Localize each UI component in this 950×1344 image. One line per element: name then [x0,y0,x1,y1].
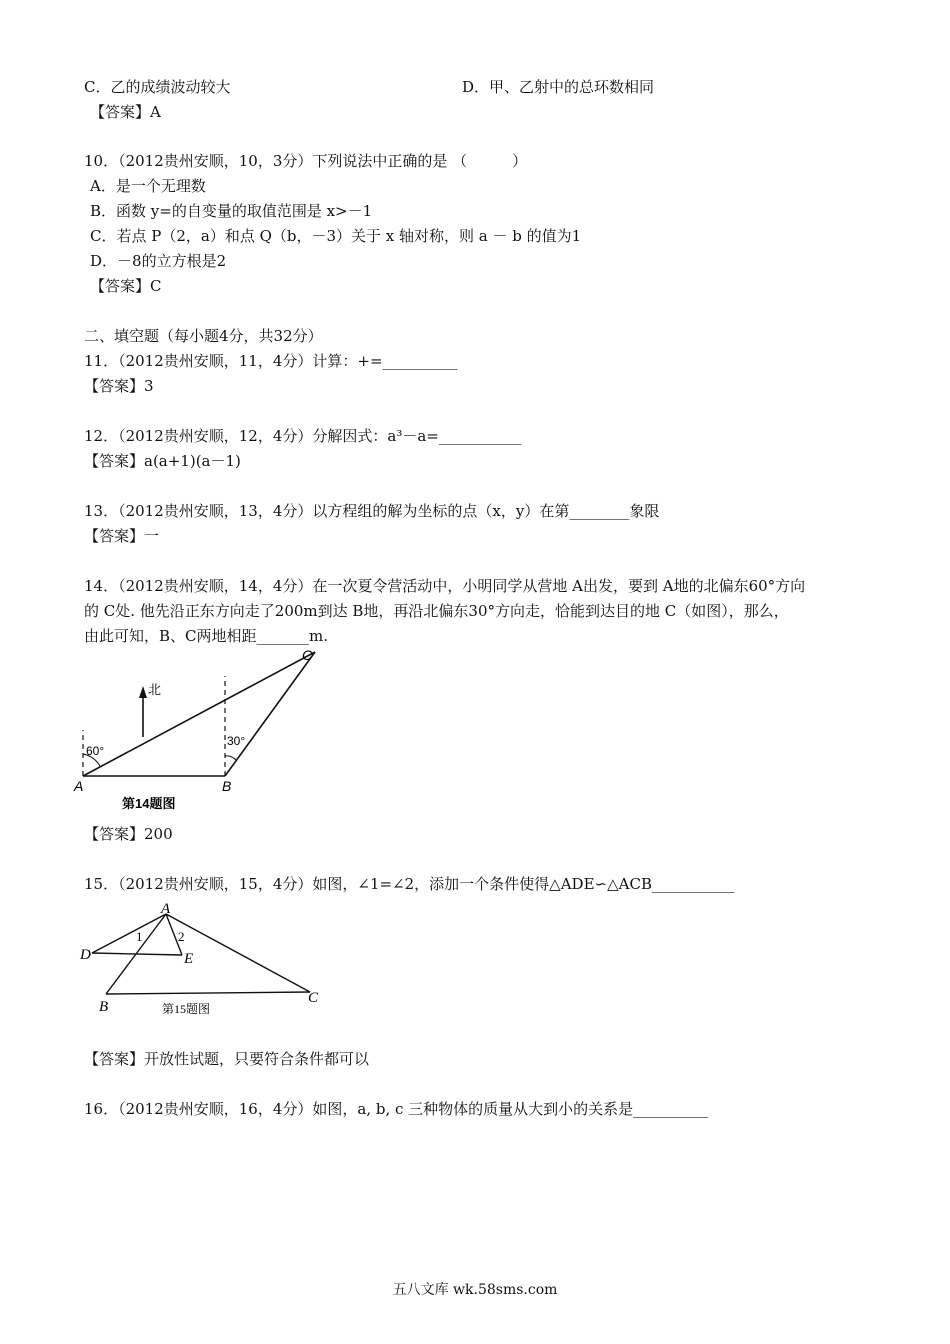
q15-answer: 【答案】开放性试题，只要符合条件都可以 [84,1050,370,1068]
point-e-label: E [184,951,194,967]
page-footer: 五八文库 wk.58sms.com [392,1282,558,1298]
angle-label-30: 30° [227,734,246,748]
q12-answer: 【答案】a(a+1)(a－1) [84,452,241,470]
q15-stem: 15．（2012贵州安顺，15，4分）如图，∠1=∠2，添加一个条件使得△ADE∽△ACB___________ [84,875,735,893]
point-a-label: A [74,778,84,794]
north-label: 北 [148,682,162,697]
angle-label-1: 1 [136,929,143,944]
angle-label-2: 2 [178,929,185,944]
q13-stem: 13．（2012贵州安顺，13，4分）以方程组的解为坐标的点（x，y）在第________象限 [84,502,660,520]
q10-option-b: B．函数 y=的自变量的取值范围是 x>－1 [90,202,373,220]
q11-stem: 11．（2012贵州安顺，11，4分）计算：+=__________ [84,352,458,370]
q14-line-2: 的 C处. 他先沿正东方向走了200m到达 B地，再沿北偏东30°方向走，恰能到达目的地 C（如图），那么， [84,602,789,620]
figure-14-caption: 第14题图 [122,796,176,811]
segment-bc [106,992,310,994]
point-d-label: D [80,947,91,963]
q11-answer: 【答案】3 [84,377,154,395]
point-c-label: C [302,647,313,663]
segment-de [92,953,182,955]
segment-ac [83,652,315,776]
q9-option-c: C．乙的成绩波动较大 [84,78,231,96]
q9-option-d: D．甲、乙射中的总环数相同 [462,78,655,96]
point-b-label: B [222,778,232,794]
q10-option-c: C．若点 P（2，a）和点 Q（b，－3）关于 x 轴对称，则 a － b 的值为1 [90,227,582,245]
angle-label-60: 60° [86,744,105,758]
q14-line-1: 14．（2012贵州安顺，14，4分）在一次夏令营活动中，小明同学从营地 A出发，要到 A地的北偏东60°方向 [84,577,806,595]
q9-answer: 【答案】A [90,103,161,121]
point-b-label: B [99,999,109,1015]
q10-option-a: A．是一个无理数 [90,177,206,195]
q10-option-d: D．－8的立方根是2 [90,252,227,270]
point-a-label: A [161,901,171,917]
q15-figure [70,898,335,1023]
angle-arc-b [225,756,236,760]
q14-figure [70,642,330,817]
segment-ad [92,914,166,953]
section-heading: 二、填空题（每小题4分，共32分） [84,327,323,345]
q16-stem: 16．（2012贵州安顺，16，4分）如图，a, b, c 三种物体的质量从大到小的关系是__________ [84,1100,709,1118]
q14-line-3: 由此可知，B、C两地相距_______m. [84,627,328,645]
point-c-label: C [308,990,319,1006]
q14-answer: 【答案】200 [84,825,173,843]
segment-bc [225,652,315,776]
q10-answer: 【答案】C [90,277,162,295]
q12-stem: 12．（2012贵州安顺，12，4分）分解因式：a³－a=___________ [84,427,522,445]
q13-answer: 【答案】一 [84,527,160,545]
north-arrowhead [139,686,147,698]
figure-15-caption: 第15题图 [162,1002,211,1016]
q10-stem: 10．（2012贵州安顺，10，3分）下列说法中正确的是 （ ） [84,152,528,170]
